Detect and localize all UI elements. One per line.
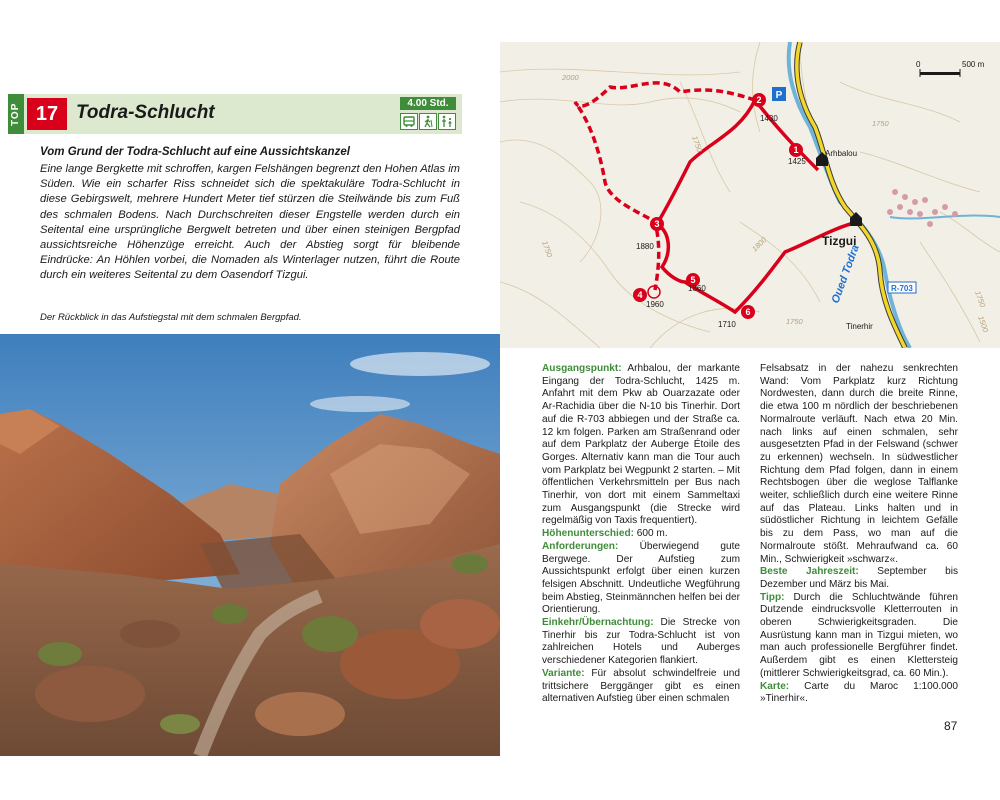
value-text: 600 m. xyxy=(633,528,668,540)
scale-zero: 0 xyxy=(916,60,921,69)
road-badge: R-703 xyxy=(891,284,913,293)
family-icon xyxy=(438,113,456,130)
tour-tags xyxy=(400,113,456,130)
route-map xyxy=(500,42,1000,348)
info-start xyxy=(542,363,740,528)
waypoint-2: 2 xyxy=(756,95,762,105)
waypoint-4: 4 xyxy=(637,290,643,300)
info-elevation xyxy=(542,528,740,541)
key-label: Anforderungen: xyxy=(542,540,619,552)
lead-section xyxy=(40,146,460,284)
elev-1430: 1430 xyxy=(760,114,778,123)
key-label: Variante: xyxy=(542,667,585,679)
label-river: Oued Todra xyxy=(829,243,862,306)
page-number: 87 xyxy=(944,719,958,733)
value-text: Durch die Schluchtwände führen Dutzende eindrucksvolle Kletterrouten in oberen Schwierigkeitsgraden. Die Ausrüstung kann man in Tizgui mieten, wo man auch professionelle Bergführer findet. Außerdem gibt es einen Klettersteig (mittlerer Schwierigkeitsgrad, ca. 60 Min.). xyxy=(760,591,958,679)
lead-heading: Vom Grund der Todra-Schlucht auf eine Aussichtskanzel xyxy=(40,146,350,158)
elev-1425: 1425 xyxy=(788,157,806,166)
bus-icon xyxy=(400,113,418,130)
info-requirements xyxy=(542,541,740,617)
contour-label: 1750 xyxy=(540,239,555,259)
waypoint-6: 6 xyxy=(745,307,751,317)
value-text: Arhbalou, der markante Eingang der Todra-Schlucht, 1425 m. Anfahrt mit dem Pkw ab Ouarzazate oder Ar-Rachidia über die N-10 bis Tinerhir. Dort auf die R-703 abbiegen und der Straße ca. 12 km folgen. Parken am Straßenrand oder auf dem Parkplatz der Auberge Étoile des Gorges. Alternativ kann man die Tour auch vom Parkplatz bei Wegpunkt 2 starten. – Mit öffentlichen Verkehrsmitteln per Bus nach Tinerhir, von dort mit einem Sammeltaxi zum Ausgangspunkt (die Strecke wird regelmäßig von Taxis frequentiert). xyxy=(542,363,740,527)
elev-1880: 1880 xyxy=(636,242,654,251)
tour-title: Todra-Schlucht xyxy=(76,102,215,123)
key-label: Tipp: xyxy=(760,591,785,603)
info-column-2 xyxy=(760,363,958,706)
label-tizgui: Tizgui xyxy=(822,234,857,248)
info-variant-continued: Felsabsatz in der nahezu senkrechten Wand: Vom Parkplatz kurz Richtung Nordwesten, dann durch die breite Rinne, die etwa 100 m nördlich der beschriebenen Normalroute verläuft. Nach etwa 20 Min. nach links auf einen schmalen, sehr ausgesetzten Pfad in der Felswand (schwer zu erkennen) wechseln. In südwestlicher Richtung dem Pfad folgen, dann in einem Rechtsbogen über die weglose Talflanke weiter, schließlich durch eine weitere Rinne auf das Plateau. Links halten und in südöstlicher Richtung in leichtem Gefälle bis zu dem Pass, wo man auf die Normalroute stößt. Mehraufwand ca. 60 Min., Schwierigkeit »schwarz«. xyxy=(760,363,958,565)
value-text: Überwiegend gute Bergwege. Der Aufstieg zum Aussichtspunkt erfolgt über einen kurzen felsigen Abschnitt. Undeutliche Wegführung beim Abstieg, Steinmännchen helfen bei der Orientierung. xyxy=(542,540,740,616)
duration-badge: 4.00 Std. xyxy=(400,97,456,110)
elev-1710: 1710 xyxy=(718,320,736,329)
waypoint-5: 5 xyxy=(690,275,696,285)
contour-label: 1750 xyxy=(872,119,889,128)
value-text: Carte du Maroc 1:100.000 »Tinerhir«. xyxy=(760,680,958,705)
info-map xyxy=(760,681,958,706)
contour-label: 1750 xyxy=(973,289,988,309)
label-tinerhir: Tinerhir xyxy=(846,322,873,331)
info-column-1 xyxy=(542,363,740,706)
photo-caption: Der Rückblick in das Aufstiegstal mit dem schmalen Bergpfad. xyxy=(40,312,302,323)
elev-1860: 1860 xyxy=(688,284,706,293)
key-label: Beste Jahreszeit: xyxy=(760,566,859,578)
contour-label: 1500 xyxy=(976,314,991,334)
key-label: Höhenunterschied: xyxy=(542,528,634,540)
key-label: Einkehr/Übernachtung: xyxy=(542,617,654,629)
info-variant xyxy=(542,668,740,706)
tour-number: 17 xyxy=(27,98,67,130)
hiker-icon xyxy=(419,113,437,130)
lead-text: Eine lange Bergkette mit schroffen, kargen Felshängen begrenzt den Hohen Atlas im Süden. Wie ein scharfer Riss schneidet sich die spektakuläre Todra-Schlucht in diese Gebirgswelt, mehrere Hundert Meter tief stürzen die Steilwände bis zum Fuß des schmalen Bodens. Nach Durchschreiten dieser Engstelle werden durch ein Seitental eine ursprüngliche Bergwelt betreten und über einen steinigen Bergpfad aussichtsreiche Höhenzüge erreicht. Auch der Abstieg sorgt für bleibende Eindrücke: An Höhlen vorbei, die Nomaden als Winterlager nutzen, führt die Route durch ein weiteres Seitental zu dem Oasendorf Tizgui. xyxy=(40,163,460,282)
elev-1960: 1960 xyxy=(646,300,664,309)
info-tip xyxy=(760,592,958,681)
contour-label: 1750 xyxy=(786,317,803,326)
waypoint-3: 3 xyxy=(654,219,660,229)
info-season xyxy=(760,566,958,591)
key-label: Karte: xyxy=(760,680,790,692)
contour-label: 2000 xyxy=(562,73,579,82)
value-text: Für absolut schwindelfreie und trittsichere Berggänger gibt es einen alternativen Aufstieg über einen schmalen xyxy=(542,667,740,705)
value-text: Die Strecke von Tinerhir bis zur Todra-Schlucht ist von zahlreichen Hotels und Auberges verschiedener Kategorien flankiert. xyxy=(542,617,740,667)
contour-label: 1800 xyxy=(750,235,769,254)
tour-header xyxy=(8,94,462,134)
value-text: September bis Dezember und März bis Mai. xyxy=(760,566,958,590)
parking-icon: P xyxy=(775,90,783,101)
key-label: Ausgangspunkt: xyxy=(542,363,622,374)
top-label: TOP xyxy=(8,94,24,134)
label-arhbalou: Arhbalou xyxy=(825,149,858,158)
waypoint-1: 1 xyxy=(793,145,799,155)
contour-label: 1750 xyxy=(690,134,705,154)
scale-label: 500 m xyxy=(962,60,985,69)
info-lodging xyxy=(542,617,740,668)
gorge-photo xyxy=(0,334,500,756)
